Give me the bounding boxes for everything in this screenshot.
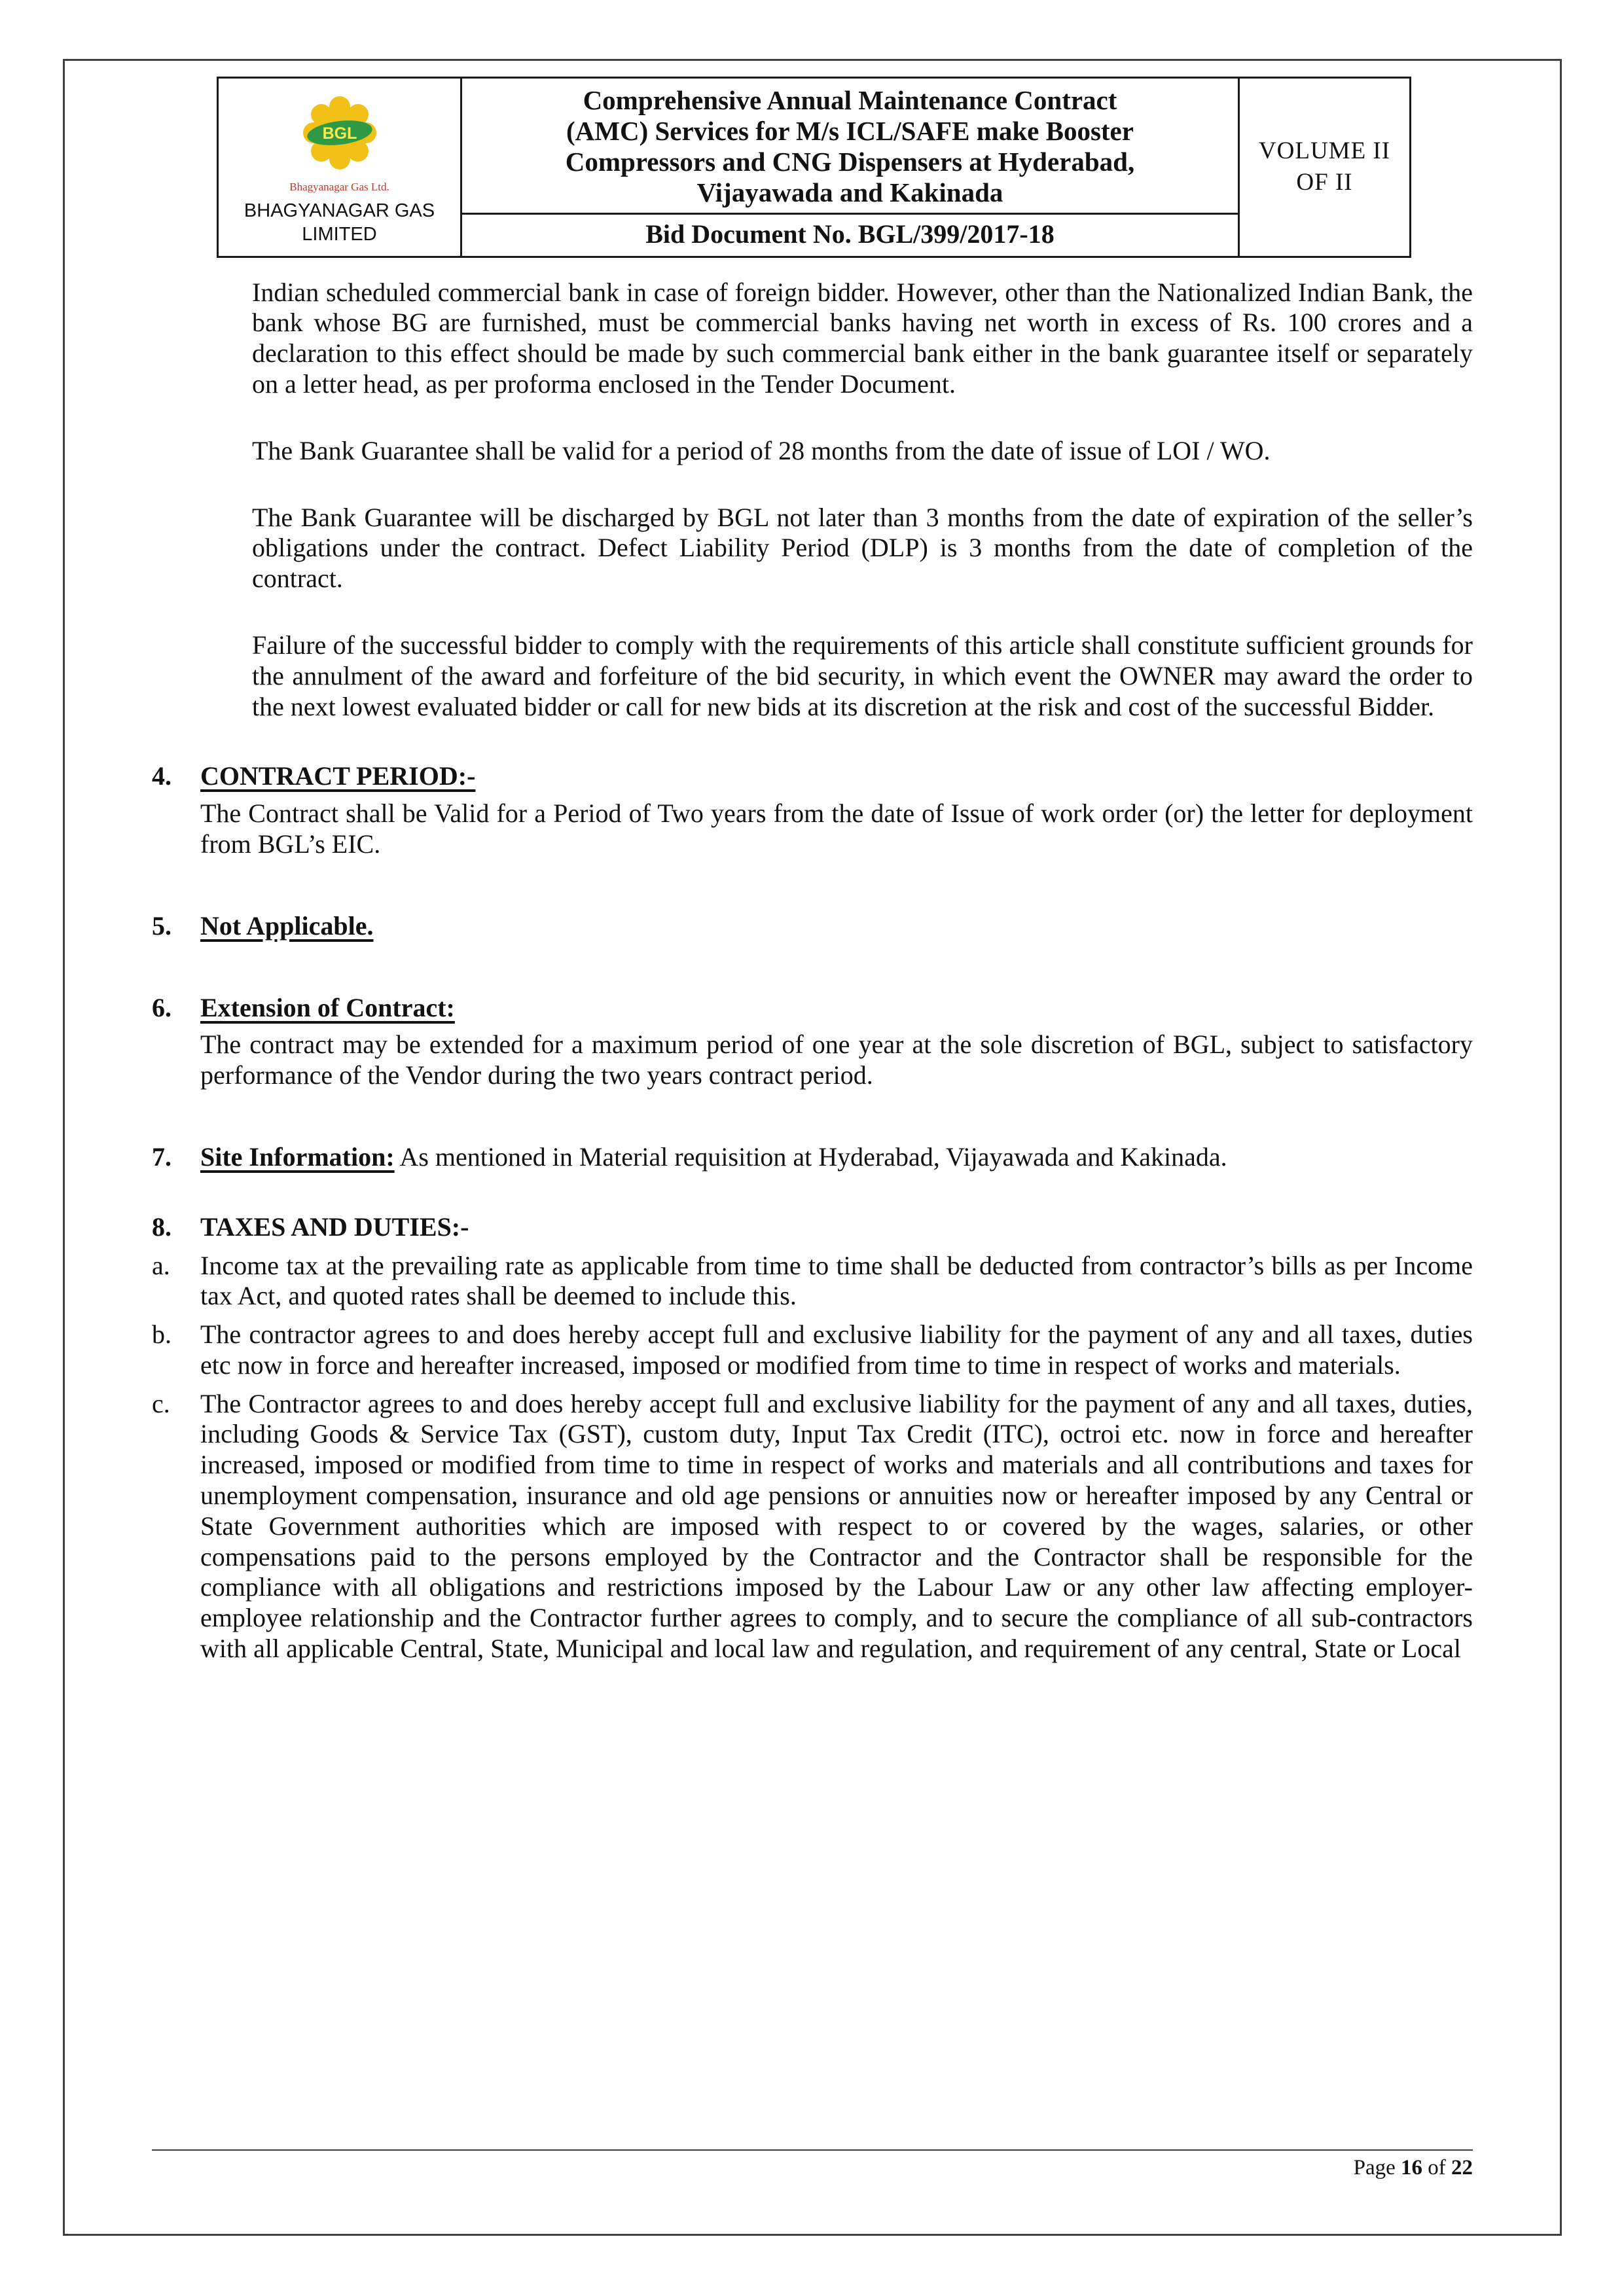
volume-line-2: OF II: [1296, 169, 1353, 196]
list-item-a-text: Income tax at the prevailing rate as applicable from time to time shall be deducted from contractor’s bills as per Income tax Act, and quoted rates shall be deemed to include this.: [200, 1250, 1473, 1311]
logo-caption: Bhagyanagar Gas Ltd.: [289, 180, 389, 193]
body-paragraph-2: The Bank Guarantee shall be valid for a period of 28 months from the date of issue of LOI / WO.: [252, 435, 1271, 465]
list-item-c: [152, 1389, 1473, 1664]
volume-label: [1239, 78, 1411, 257]
company-name: BHAGYANAGAR GAS LIMITED: [244, 200, 435, 245]
section-8-heading: TAXES AND DUTIES:-: [200, 1211, 469, 1242]
body-paragraph-3: The Bank Guarantee will be discharged by BGL not later than 3 months from the date of expiration of the seller’s obligations under the contract. Defect Liability Period (DLP) is 3 months from the date of completion of the contract.: [252, 502, 1473, 594]
body-paragraph-4: Failure of the successful bidder to comply with the requirements of this article shall constitute sufficient grounds for the annulment of the award and forfeiture of the bid security, in which event the OWNER may award the order to the next lowest evaluated bidder or call for new bids at its discretion at the risk and cost of the successful Bidder.: [252, 630, 1473, 721]
volume-line-1: VOLUME II: [1258, 137, 1391, 165]
list-item-c-text: The Contractor agrees to and does hereby accept full and exclusive liability for the payment of any and all taxes, duties, including Goods & Service Tax (GST), custom duty, Input Tax Credit (ITC), octroi etc. now in force and hereafter increased, imposed or modified from time to time in respect of works and materials and all contributions and taxes for unemployment compensation, insurance and old age pensions or annuities now or hereafter imposed by any Central or State Government authorities which are imposed with respect to or covered by the wages, salaries, or other compensations paid to the persons employed by the Contractor and the Contractor shall be responsible for the compliance with all obligations and restrictions imposed by the Labour Law or any other law affecting employer-employee relationship and the Contractor further agrees to comply, and to secure the compliance of all sub-contractors with all applicable Central, State, Municipal and local law and regulation, and requirement of any central, State or Local: [200, 1388, 1473, 1664]
header-table: [217, 77, 1411, 258]
list-item-b-text: The contractor agrees to and does hereby accept full and exclusive liability for the payment of any and all taxes, duties etc now in force and hereafter increased, imposed or modified from time to time in respect of works and materials.: [200, 1319, 1473, 1380]
section-6-number: 6.: [152, 992, 171, 1022]
title-line-4: Vijayawada and Kakinada: [696, 177, 1003, 208]
section-8-heading-row: [152, 1212, 1473, 1243]
section-7-text: As mentioned in Material requisition at Hyderabad, Vijayawada and Kakinada.: [394, 1141, 1227, 1172]
footer-page-label: Page: [1353, 2156, 1401, 2179]
title-line-2: (AMC) Services for M/s ICL/SAFE make Booster: [566, 116, 1134, 147]
page-border-frame: [63, 59, 1562, 2236]
bid-document-number: Bid Document No. BGL/399/2017-18: [645, 219, 1055, 249]
list-item-b: [152, 1319, 1473, 1381]
section-6-body: The contract may be extended for a maximum period of one year at the sole discretion of BGL, subject to satisfactory performance of the Vendor during the two years contract period.: [200, 1030, 1473, 1090]
footer-page-number: 16: [1401, 2156, 1422, 2179]
bgl-logo-icon: [281, 90, 399, 180]
footer-of-label: of: [1422, 2156, 1451, 2179]
body-paragraph-1: Indian scheduled commercial bank in case of foreign bidder. However, other than the Nationalized Indian Bank, the bank whose BG are furnished, must be commercial banks having net worth in excess of Rs. 100 crores and a declaration to this effect should be made by such commercial bank either in the bank guarantee itself or separately on a letter head, as per proforma enclosed in the Tender Document.: [252, 277, 1473, 399]
section-5-heading: Not Applicable.: [200, 910, 374, 941]
section-8-number: 8.: [152, 1211, 171, 1242]
section-7-row: [152, 1142, 1473, 1173]
logo-cell: [218, 78, 461, 257]
list-item-b-marker: b.: [152, 1319, 171, 1350]
list-item-c-marker: c.: [152, 1388, 170, 1418]
section-4-heading: CONTRACT PERIOD:-: [200, 761, 476, 791]
bid-document-number-cell: [461, 213, 1239, 257]
footer-total-pages: 22: [1451, 2156, 1473, 2179]
section-5-number: 5.: [152, 910, 171, 941]
section-7-number: 7.: [152, 1141, 171, 1172]
list-item-a: [152, 1251, 1473, 1312]
svg-text:BGL: BGL: [322, 124, 357, 143]
page-footer: [152, 2149, 1473, 2180]
section-4-number: 4.: [152, 761, 171, 791]
section-5-heading-row: [152, 911, 1473, 942]
document-title: [461, 78, 1239, 214]
title-line-1: Comprehensive Annual Maintenance Contract: [583, 85, 1117, 115]
section-7-heading: Site Information:: [200, 1141, 395, 1172]
section-4-body: The Contract shall be Valid for a Period of Two years from the date of Issue of work order (or) the letter for deployment from BGL’s EIC.: [200, 798, 1473, 859]
document-body: [152, 278, 1473, 1664]
section-6-heading-row: [152, 993, 1473, 1024]
list-item-a-marker: a.: [152, 1250, 170, 1280]
title-line-3: Compressors and CNG Dispensers at Hyderabad,: [565, 147, 1135, 177]
section-6-heading: Extension of Contract:: [200, 992, 455, 1022]
section-4-heading-row: [152, 761, 1473, 792]
